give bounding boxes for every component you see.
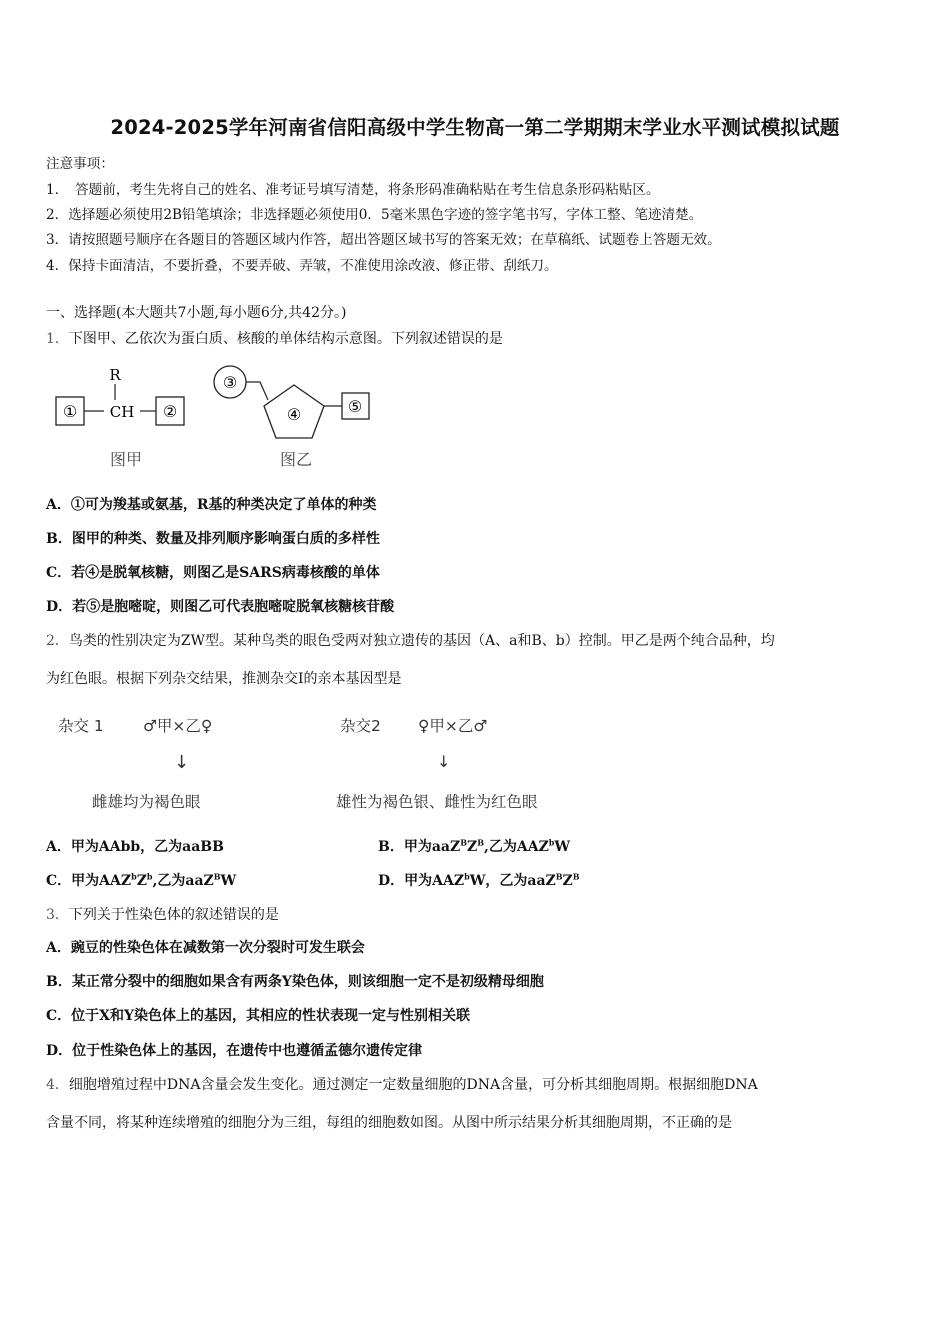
question-text: 下列关于性染色体的叙述错误的是 xyxy=(68,907,279,923)
option-b[interactable]: B．某正常分裂中的细胞如果含有两条Y染色体，则该细胞一定不是初级精母细胞 xyxy=(46,974,544,990)
question-4-stem xyxy=(46,1074,758,1094)
question-text: 鸟类的性别决定为ZW型。某种鸟类的眼色受两对独立遗传的基因（A、a和B、b）控制。甲乙是两个纯合品种，均 xyxy=(68,633,775,649)
pentose-label: ④ xyxy=(286,405,302,424)
bond-line xyxy=(246,382,268,400)
question-4-stem-continued: 含量不同，将某种连续增殖的细胞分为三组，每组的细胞数如图。从图中所示结果分析其细胞周期，不正确的是 xyxy=(46,1115,732,1131)
base-label: ⑤ xyxy=(347,397,363,416)
monomer-structure-figure xyxy=(46,360,386,475)
question-3-stem xyxy=(46,904,279,924)
notice-item: 4．保持卡面清洁，不要折叠，不要弄破、弄皱，不准使用涂改液、修正带、刮纸刀。 xyxy=(46,258,558,274)
option-a[interactable]: A．①可为羧基或氨基，R基的种类决定了单体的种类 xyxy=(46,497,377,513)
option-c[interactable]: C．若④是脱氧核糖，则图乙是SARS病毒核酸的单体 xyxy=(46,565,380,581)
box-2-label: ② xyxy=(162,402,178,421)
question-number: 1． xyxy=(46,331,69,347)
figure-b-caption: 图乙 xyxy=(279,450,313,469)
notice-item: 2．选择题必须使用2B铅笔填涂；非选择题必须使用0．5毫米黑色字迹的签字笔书写，字体工整、笔迹清楚。 xyxy=(46,207,703,223)
notice-heading: 注意事项： xyxy=(46,156,114,172)
cross-1-arrow: ↓ xyxy=(174,752,190,773)
question-text: 细胞增殖过程中DNA含量会发生变化。通过测定一定数量细胞的DNA含量，可分析其细胞周期。根据细胞DNA xyxy=(68,1077,758,1093)
question-2-stem-continued: 为红色眼。根据下列杂交结果，推测杂交I的亲本基因型是 xyxy=(46,671,402,687)
question-number: 4． xyxy=(46,1077,69,1093)
option-d[interactable]: D．位于性染色体上的基因，在遗传中也遵循孟德尔遗传定律 xyxy=(46,1043,423,1059)
question-1-stem xyxy=(46,328,503,348)
cross-1-result: 雌雄均为褐色眼 xyxy=(92,793,201,811)
option-b[interactable]: B．甲为$aaZ^BZ^B$,乙为AAZ$^b$W xyxy=(378,837,571,855)
option-d[interactable]: D．若⑤是胞嘧啶，则图乙可代表胞嘧啶脱氧核糖核苷酸 xyxy=(46,599,395,615)
cross-2-result: 雄性为褐色银、雌性为红色眼 xyxy=(336,793,538,811)
box-1-label: ① xyxy=(62,402,78,421)
option-c[interactable]: C．位于X和Y染色体上的基因，其相应的性状表现一定与性别相关联 xyxy=(46,1008,470,1024)
option-c[interactable]: C．甲为$AAZ^bZ^b$,乙为aaZ$^B$W xyxy=(46,871,237,889)
question-number: 3． xyxy=(46,907,69,923)
figure-a-caption: 图甲 xyxy=(109,450,143,469)
cross-1-label: 杂交 1 xyxy=(58,717,104,735)
option-a[interactable]: A．甲为AAbb，乙为aaBB xyxy=(46,839,224,855)
option-d[interactable]: D．甲为AAZ$^b$W，乙为$aaZ^BZ^B$ xyxy=(378,871,580,889)
question-number: 2． xyxy=(46,633,69,649)
option-a[interactable]: A．豌豆的性染色体在减数第一次分裂时可发生联会 xyxy=(46,940,365,956)
option-b[interactable]: B．图甲的种类、数量及排列顺序影响蛋白质的多样性 xyxy=(46,531,380,547)
cross-2-label: 杂交2 xyxy=(340,717,381,735)
r-group-label: R xyxy=(109,366,121,384)
page-title: 2024-2025学年河南省信阳高级中学生物高一第二学期期末学业水平测试模拟试题 xyxy=(110,116,840,139)
circle-3-label: ③ xyxy=(222,373,238,392)
notice-item: 1． 答题前，考生先将自己的姓名、准考证号填写清楚，将条形码准确粘贴在考生信息条形码粘贴区。 xyxy=(46,182,660,198)
question-2-stem xyxy=(46,630,775,650)
cross-2-arrow: ↓ xyxy=(437,752,451,771)
question-text: 下图甲、乙依次为蛋白质、核酸的单体结构示意图。下列叙述错误的是 xyxy=(68,331,503,347)
notice-item: 3．请按照题号顺序在各题目的答题区域内作答，超出答题区域书写的答案无效；在草稿纸、试题卷上答题无效。 xyxy=(46,232,721,248)
ch-label: CH xyxy=(109,403,135,421)
cross-2-parents: ♀甲×乙♂ xyxy=(418,717,488,735)
cross-1-parents: ♂甲×乙♀ xyxy=(143,717,213,735)
section-heading: 一、选择题(本大题共7小题,每小题6分,共42分。) xyxy=(46,305,347,321)
